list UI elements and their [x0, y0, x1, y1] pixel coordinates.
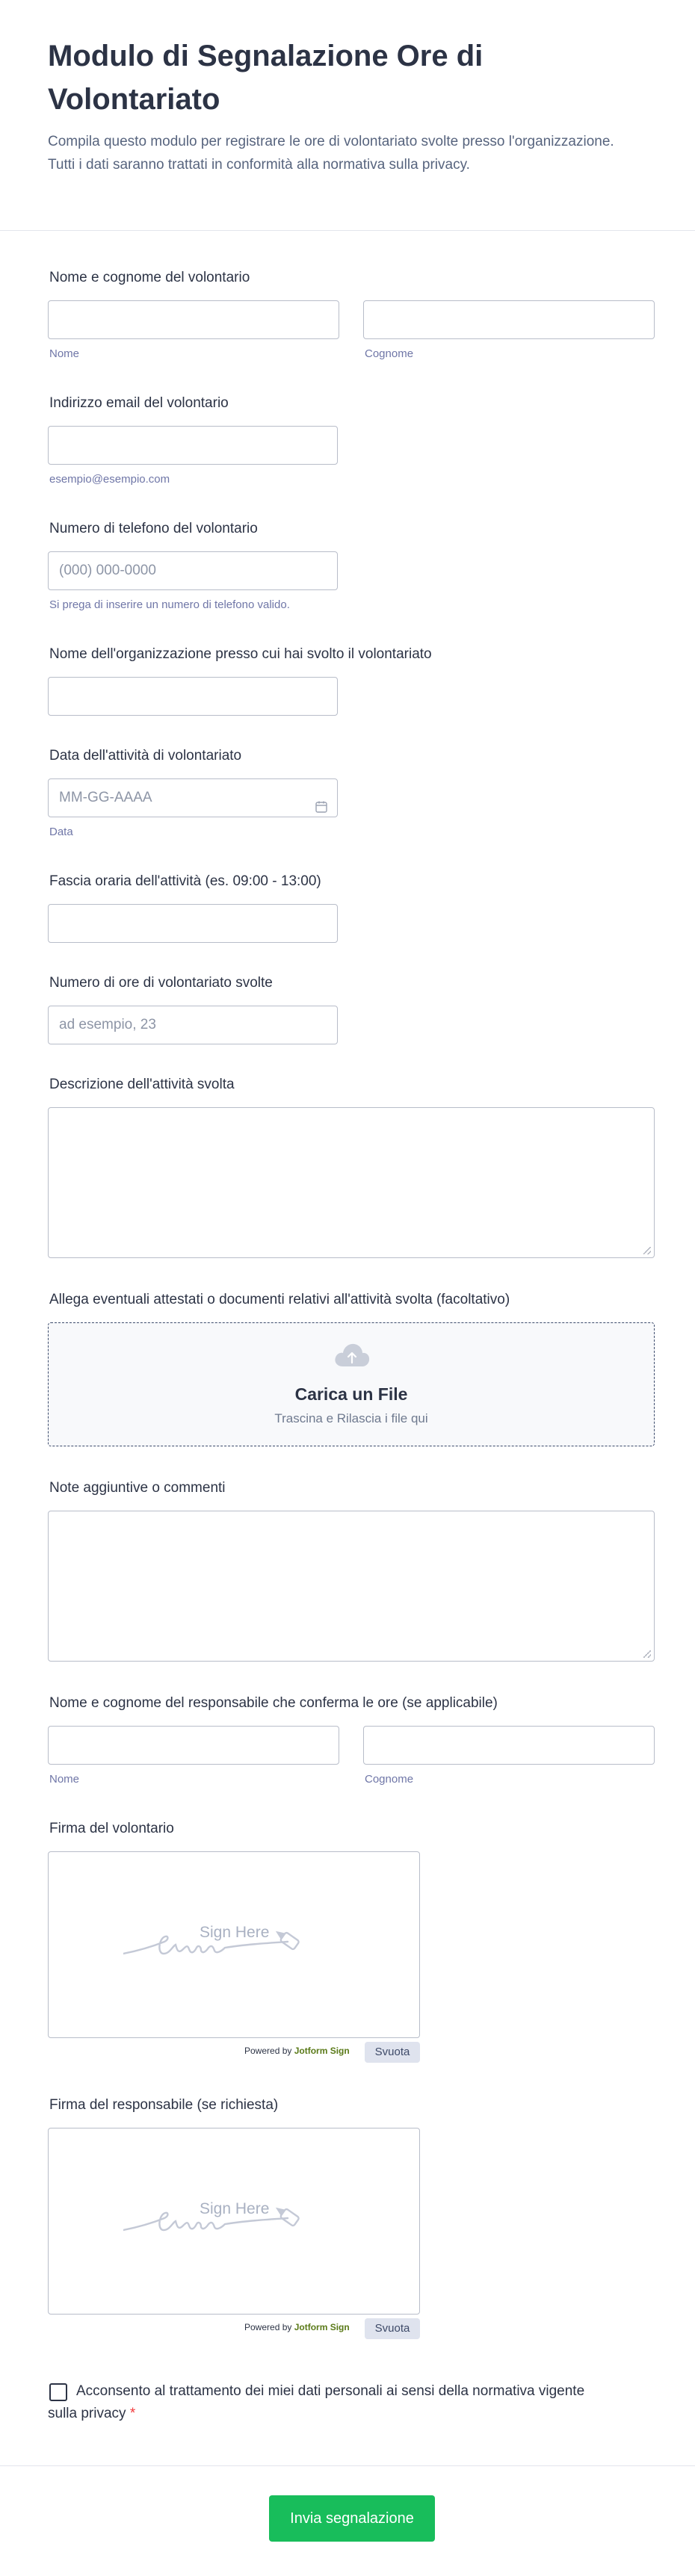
consent-label: Acconsento al trattamento dei miei dati personali ai sensi della normativa vigente sulla privacy [48, 2383, 585, 2421]
powered-by-text [244, 2322, 350, 2332]
notes-textarea[interactable] [48, 1511, 655, 1662]
phone-input[interactable]: (000) 000-0000 [48, 551, 338, 590]
volunteer-last-name-input[interactable] [363, 300, 655, 339]
upload-title: Carica un File [294, 1384, 408, 1404]
supervisor-first-name-input[interactable] [48, 1726, 339, 1765]
date-input[interactable] [48, 778, 338, 817]
description-label: Descrizione dell'attività svolta [49, 1077, 235, 1092]
attachments-label: Allega eventuali attestati o documenti relativi all'attività svolta (facoltativo) [49, 1292, 510, 1307]
date-sublabel: Data [49, 826, 73, 838]
calendar-icon[interactable] [315, 791, 328, 829]
volunteer-first-name-input[interactable] [48, 300, 339, 339]
email-label: Indirizzo email del volontario [49, 395, 229, 411]
powered-by-prefix: Powered by [244, 2322, 292, 2332]
cloud-upload-icon [333, 1341, 371, 1373]
jotform-sign-brand: Jotform Sign [294, 2046, 350, 2056]
time-range-label: Fascia oraria dell'attività (es. 09:00 - 13:00) [49, 873, 321, 889]
resize-grip-icon[interactable] [643, 1650, 651, 1658]
header-divider [0, 230, 695, 231]
hours-label: Numero di ore di volontariato svolte [49, 975, 273, 991]
supervisor-first-name-sublabel: Nome [49, 1773, 80, 1786]
volunteer-signature-label: Firma del volontario [49, 1821, 174, 1836]
form-title: Modulo di Segnalazione Ore di Volontariato [48, 40, 484, 116]
phone-sublabel: Si prega di inserire un numero di telefono valido. [49, 598, 290, 611]
resize-grip-icon[interactable] [643, 1247, 651, 1254]
hours-input[interactable]: ad esempio, 23 [48, 1006, 338, 1044]
submit-button[interactable]: Invia segnalazione [269, 2495, 435, 2542]
volunteer-last-name-sublabel: Cognome [365, 347, 414, 360]
organization-input[interactable] [48, 677, 338, 716]
sign-here-placeholder: Sign Here [200, 2200, 270, 2217]
consent-text [48, 2380, 586, 2425]
supervisor-name-label: Nome e cognome del responsabile che conferma le ore (se applicabile) [49, 1695, 498, 1711]
volunteer-name-label: Nome e cognome del volontario [49, 270, 250, 285]
powered-by-text [244, 2046, 350, 2056]
volunteer-first-name-sublabel: Nome [49, 347, 80, 360]
time-range-input[interactable] [48, 904, 338, 943]
supervisor-signature-label: Firma del responsabile (se richiesta) [49, 2097, 279, 2113]
supervisor-last-name-input[interactable] [363, 1726, 655, 1765]
email-sublabel: esempio@esempio.com [49, 473, 170, 486]
clear-supervisor-signature-button[interactable]: Svuota [365, 2318, 420, 2339]
form-description: Compila questo modulo per registrare le ore di volontariato svolte presso l'organizzazione. Tutti i dati saranno trattati in conformità alla normativa sulla privacy. [48, 134, 614, 173]
jotform-sign-brand: Jotform Sign [294, 2322, 350, 2332]
form-header [48, 34, 616, 176]
required-asterisk: * [129, 2406, 136, 2421]
upload-hint: Trascina e Rilascia i file qui [274, 1411, 428, 1425]
phone-label: Numero di telefono del volontario [49, 521, 258, 536]
organization-label: Nome dell'organizzazione presso cui hai svolto il volontariato [49, 646, 432, 662]
volunteer-signature-pad[interactable] [48, 1851, 420, 2038]
footer-divider [0, 2465, 695, 2466]
supervisor-last-name-sublabel: Cognome [365, 1773, 414, 1786]
supervisor-signature-pad[interactable] [48, 2128, 420, 2315]
date-label: Data dell'attività di volontariato [49, 748, 242, 764]
clear-volunteer-signature-button[interactable]: Svuota [365, 2042, 420, 2063]
date-placeholder: MM-GG-AAAA [59, 790, 152, 805]
powered-by-prefix: Powered by [244, 2046, 292, 2056]
email-input[interactable] [48, 426, 338, 465]
file-upload-dropzone[interactable] [48, 1322, 655, 1446]
notes-label: Note aggiuntive o commenti [49, 1480, 226, 1496]
sign-here-placeholder: Sign Here [200, 1924, 270, 1941]
description-textarea[interactable] [48, 1107, 655, 1258]
